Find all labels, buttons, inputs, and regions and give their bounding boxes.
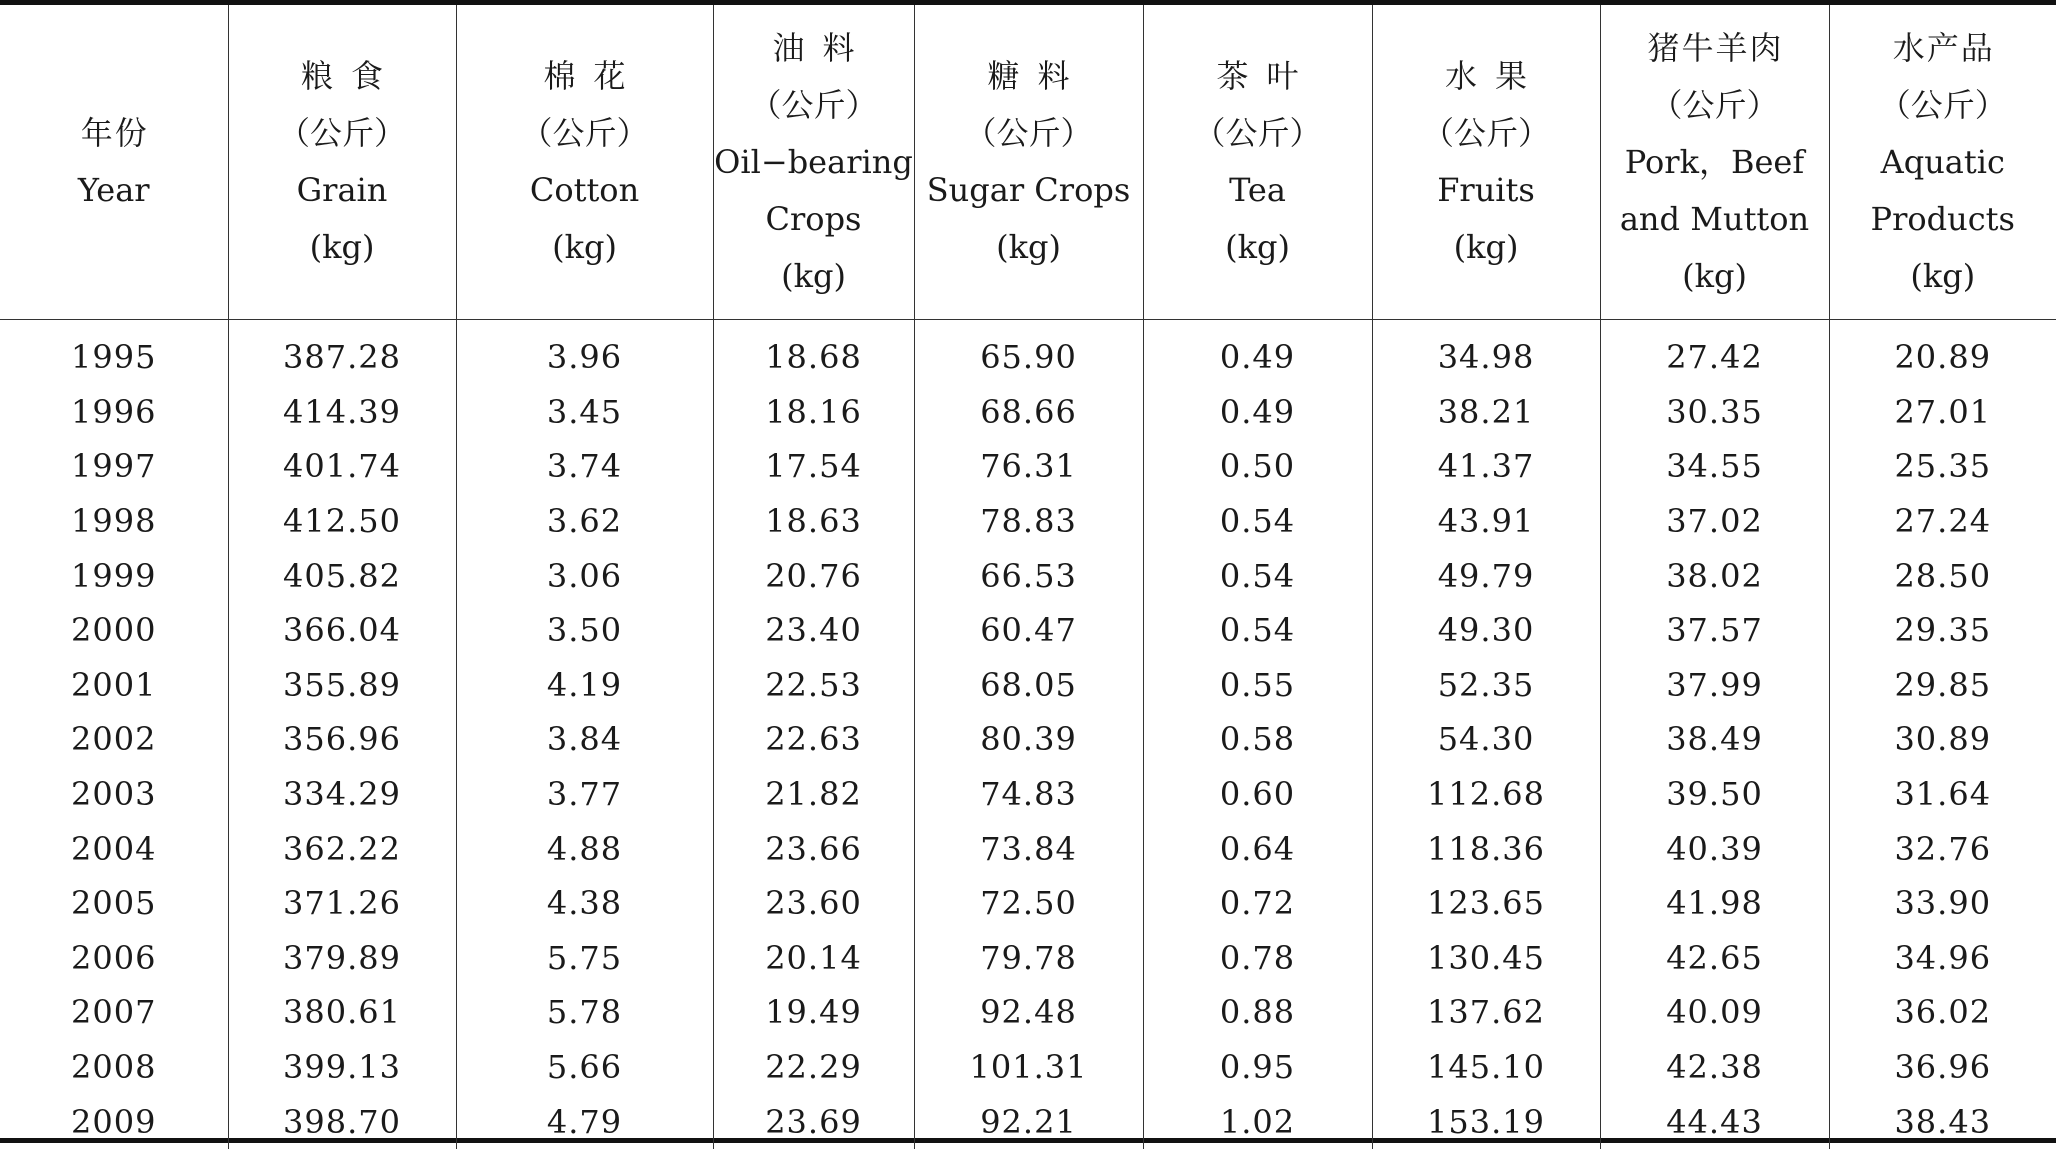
cell-cotton: 3.96 (456, 320, 713, 385)
table-row (0, 1094, 2056, 1149)
cell-tea: 0.50 (1143, 439, 1372, 494)
cell-cotton: 3.77 (456, 767, 713, 822)
cell-sugar-crops: 74.83 (914, 767, 1143, 822)
cell-sugar-crops: 80.39 (914, 712, 1143, 767)
per-capita-output-table (0, 5, 2056, 1149)
header-tea-zh: 茶叶 (1144, 48, 1372, 105)
cell-year: 2000 (0, 603, 228, 658)
cell-fruits: 54.30 (1372, 712, 1600, 767)
cell-cotton: 3.74 (456, 439, 713, 494)
cell-pork-beef-mutton: 27.42 (1600, 320, 1829, 385)
cell-sugar-crops: 101.31 (914, 1040, 1143, 1095)
cell-sugar-crops: 92.48 (914, 985, 1143, 1040)
cell-fruits: 34.98 (1372, 320, 1600, 385)
cell-pork-beef-mutton: 38.02 (1600, 548, 1829, 603)
cell-grain: 334.29 (228, 767, 456, 822)
cell-grain: 398.70 (228, 1094, 456, 1149)
cell-oil-bearing: 20.76 (713, 548, 914, 603)
header-grain-unit-zh: （公斤） (229, 105, 456, 162)
cell-sugar-crops: 78.83 (914, 494, 1143, 549)
cell-fruits: 130.45 (1372, 931, 1600, 986)
cell-fruits: 118.36 (1372, 821, 1600, 876)
cell-oil-bearing: 22.63 (713, 712, 914, 767)
cell-pork-beef-mutton: 38.49 (1600, 712, 1829, 767)
header-meat-unit: (kg) (1601, 248, 1829, 305)
cell-tea: 0.64 (1143, 821, 1372, 876)
cell-pork-beef-mutton: 37.02 (1600, 494, 1829, 549)
cell-cotton: 4.79 (456, 1094, 713, 1149)
cell-aquatic-products: 34.96 (1829, 931, 2056, 986)
cell-oil-bearing: 23.40 (713, 603, 914, 658)
cell-year: 2004 (0, 821, 228, 876)
cell-sugar-crops: 65.90 (914, 320, 1143, 385)
cell-tea: 0.54 (1143, 548, 1372, 603)
cell-fruits: 153.19 (1372, 1094, 1600, 1149)
header-aqua-unit: (kg) (1830, 248, 2056, 305)
cell-cotton: 5.78 (456, 985, 713, 1040)
header-tea-unit: (kg) (1144, 219, 1372, 276)
header-meat-unit-zh: （公斤） (1601, 77, 1829, 134)
cell-cotton: 3.62 (456, 494, 713, 549)
cell-fruits: 112.68 (1372, 767, 1600, 822)
cell-aquatic-products: 27.24 (1829, 494, 2056, 549)
cell-year: 2001 (0, 658, 228, 713)
cell-tea: 0.49 (1143, 385, 1372, 440)
header-sugar-unit: (kg) (915, 219, 1143, 276)
cell-cotton: 4.38 (456, 876, 713, 931)
cell-fruits: 145.10 (1372, 1040, 1600, 1095)
cell-year: 2007 (0, 985, 228, 1040)
header-pork-beef-mutton (1600, 5, 1829, 320)
cell-cotton: 4.88 (456, 821, 713, 876)
cell-grain: 380.61 (228, 985, 456, 1040)
header-cotton-en: Cotton (457, 162, 713, 219)
cell-fruits: 52.35 (1372, 658, 1600, 713)
cell-tea: 0.49 (1143, 320, 1372, 385)
cell-year: 2003 (0, 767, 228, 822)
cell-grain: 379.89 (228, 931, 456, 986)
header-tea (1143, 5, 1372, 320)
header-aqua-en-2: Products (1830, 191, 2056, 248)
cell-pork-beef-mutton: 39.50 (1600, 767, 1829, 822)
cell-pork-beef-mutton: 41.98 (1600, 876, 1829, 931)
cell-grain: 405.82 (228, 548, 456, 603)
table-row (0, 658, 2056, 713)
table-row (0, 931, 2056, 986)
cell-grain: 399.13 (228, 1040, 456, 1095)
header-meat-en-1: Pork，Beef (1601, 134, 1829, 191)
header-meat-zh: 猪牛羊肉 (1601, 20, 1829, 77)
cell-year: 2008 (0, 1040, 228, 1095)
cell-grain: 366.04 (228, 603, 456, 658)
header-cotton-zh: 棉花 (457, 48, 713, 105)
cell-cotton: 5.75 (456, 931, 713, 986)
table-row (0, 985, 2056, 1040)
table-row (0, 439, 2056, 494)
cell-aquatic-products: 38.43 (1829, 1094, 2056, 1149)
cell-pork-beef-mutton: 37.99 (1600, 658, 1829, 713)
cell-sugar-crops: 73.84 (914, 821, 1143, 876)
cell-tea: 0.78 (1143, 931, 1372, 986)
cell-oil-bearing: 23.60 (713, 876, 914, 931)
table-row (0, 494, 2056, 549)
cell-fruits: 49.30 (1372, 603, 1600, 658)
header-meat-en-2: and Mutton (1601, 191, 1829, 248)
table-header (0, 5, 2056, 320)
cell-aquatic-products: 20.89 (1829, 320, 2056, 385)
cell-year: 2002 (0, 712, 228, 767)
cell-aquatic-products: 25.35 (1829, 439, 2056, 494)
header-year-en: Year (0, 162, 228, 219)
header-grain-en: Grain (229, 162, 456, 219)
cell-oil-bearing: 20.14 (713, 931, 914, 986)
cell-aquatic-products: 29.85 (1829, 658, 2056, 713)
header-aqua-zh: 水产品 (1830, 20, 2056, 77)
header-fruits-unit-zh: （公斤） (1373, 105, 1600, 162)
cell-pork-beef-mutton: 42.38 (1600, 1040, 1829, 1095)
cell-grain: 356.96 (228, 712, 456, 767)
cell-oil-bearing: 23.66 (713, 821, 914, 876)
cell-aquatic-products: 33.90 (1829, 876, 2056, 931)
table-body (0, 320, 2056, 1149)
cell-cotton: 3.45 (456, 385, 713, 440)
cell-grain: 371.26 (228, 876, 456, 931)
cell-tea: 0.72 (1143, 876, 1372, 931)
cell-fruits: 123.65 (1372, 876, 1600, 931)
header-aquatic-products (1829, 5, 2056, 320)
cell-pork-beef-mutton: 40.09 (1600, 985, 1829, 1040)
cell-pork-beef-mutton: 40.39 (1600, 821, 1829, 876)
cell-year: 2006 (0, 931, 228, 986)
cell-year: 1997 (0, 439, 228, 494)
table-row (0, 603, 2056, 658)
header-grain-zh: 粮食 (229, 48, 456, 105)
header-aqua-en-1: Aquatic (1830, 134, 2056, 191)
cell-fruits: 137.62 (1372, 985, 1600, 1040)
cell-oil-bearing: 18.16 (713, 385, 914, 440)
cell-oil-bearing: 21.82 (713, 767, 914, 822)
table-row (0, 1040, 2056, 1095)
cell-cotton: 3.84 (456, 712, 713, 767)
header-year-zh: 年份 (0, 105, 228, 162)
cell-aquatic-products: 31.64 (1829, 767, 2056, 822)
cell-cotton: 3.50 (456, 603, 713, 658)
cell-grain: 387.28 (228, 320, 456, 385)
cell-year: 2009 (0, 1094, 228, 1149)
cell-tea: 0.60 (1143, 767, 1372, 822)
header-tea-en: Tea (1144, 162, 1372, 219)
cell-tea: 1.02 (1143, 1094, 1372, 1149)
cell-pork-beef-mutton: 37.57 (1600, 603, 1829, 658)
cell-sugar-crops: 66.53 (914, 548, 1143, 603)
cell-grain: 414.39 (228, 385, 456, 440)
cell-oil-bearing: 22.53 (713, 658, 914, 713)
cell-fruits: 49.79 (1372, 548, 1600, 603)
header-fruits-zh: 水果 (1373, 48, 1600, 105)
header-year (0, 5, 228, 320)
cell-year: 1999 (0, 548, 228, 603)
header-oil-en-2: Crops (714, 191, 914, 248)
header-row (0, 5, 2056, 320)
cell-aquatic-products: 30.89 (1829, 712, 2056, 767)
cell-oil-bearing: 17.54 (713, 439, 914, 494)
table-row (0, 767, 2056, 822)
header-cotton-unit-zh: （公斤） (457, 105, 713, 162)
cell-pork-beef-mutton: 44.43 (1600, 1094, 1829, 1149)
cell-aquatic-products: 36.96 (1829, 1040, 2056, 1095)
table-row (0, 548, 2056, 603)
cell-aquatic-products: 32.76 (1829, 821, 2056, 876)
cell-grain: 355.89 (228, 658, 456, 713)
header-sugar-unit-zh: （公斤） (915, 105, 1143, 162)
cell-pork-beef-mutton: 34.55 (1600, 439, 1829, 494)
cell-year: 1998 (0, 494, 228, 549)
header-oil-unit: (kg) (714, 248, 914, 305)
header-sugar-en: Sugar Crops (915, 162, 1143, 219)
cell-sugar-crops: 92.21 (914, 1094, 1143, 1149)
header-oil-zh: 油料 (714, 20, 914, 77)
cell-tea: 0.54 (1143, 603, 1372, 658)
cell-grain: 401.74 (228, 439, 456, 494)
cell-tea: 0.54 (1143, 494, 1372, 549)
table-row (0, 821, 2056, 876)
cell-oil-bearing: 18.63 (713, 494, 914, 549)
header-oil-unit-zh: （公斤） (714, 77, 914, 134)
cell-fruits: 41.37 (1372, 439, 1600, 494)
cell-sugar-crops: 68.66 (914, 385, 1143, 440)
header-aqua-unit-zh: （公斤） (1830, 77, 2056, 134)
cell-aquatic-products: 28.50 (1829, 548, 2056, 603)
cell-oil-bearing: 18.68 (713, 320, 914, 385)
header-fruits (1372, 5, 1600, 320)
header-tea-unit-zh: （公斤） (1144, 105, 1372, 162)
cell-aquatic-products: 29.35 (1829, 603, 2056, 658)
cell-grain: 412.50 (228, 494, 456, 549)
header-sugar-zh: 糖料 (915, 48, 1143, 105)
cell-year: 1996 (0, 385, 228, 440)
header-fruits-unit: (kg) (1373, 219, 1600, 276)
table-row (0, 320, 2056, 385)
table-row (0, 876, 2056, 931)
cell-aquatic-products: 36.02 (1829, 985, 2056, 1040)
cell-year: 2005 (0, 876, 228, 931)
cell-tea: 0.88 (1143, 985, 1372, 1040)
cell-sugar-crops: 72.50 (914, 876, 1143, 931)
header-fruits-en: Fruits (1373, 162, 1600, 219)
header-oil-bearing (713, 5, 914, 320)
cell-cotton: 4.19 (456, 658, 713, 713)
cell-aquatic-products: 27.01 (1829, 385, 2056, 440)
cell-cotton: 3.06 (456, 548, 713, 603)
table-row (0, 712, 2056, 767)
cell-fruits: 43.91 (1372, 494, 1600, 549)
cell-oil-bearing: 23.69 (713, 1094, 914, 1149)
cell-sugar-crops: 76.31 (914, 439, 1143, 494)
cell-fruits: 38.21 (1372, 385, 1600, 440)
cell-year: 1995 (0, 320, 228, 385)
cell-pork-beef-mutton: 42.65 (1600, 931, 1829, 986)
cell-sugar-crops: 68.05 (914, 658, 1143, 713)
table-row (0, 385, 2056, 440)
cell-oil-bearing: 19.49 (713, 985, 914, 1040)
cell-tea: 0.95 (1143, 1040, 1372, 1095)
header-oil-en-1: Oil−bearing (714, 134, 914, 191)
cell-oil-bearing: 22.29 (713, 1040, 914, 1095)
cell-tea: 0.58 (1143, 712, 1372, 767)
cell-tea: 0.55 (1143, 658, 1372, 713)
cell-pork-beef-mutton: 30.35 (1600, 385, 1829, 440)
header-cotton-unit: (kg) (457, 219, 713, 276)
header-grain-unit: (kg) (229, 219, 456, 276)
cell-sugar-crops: 79.78 (914, 931, 1143, 986)
cell-grain: 362.22 (228, 821, 456, 876)
header-grain (228, 5, 456, 320)
cell-sugar-crops: 60.47 (914, 603, 1143, 658)
header-cotton (456, 5, 713, 320)
cell-cotton: 5.66 (456, 1040, 713, 1095)
header-sugar-crops (914, 5, 1143, 320)
